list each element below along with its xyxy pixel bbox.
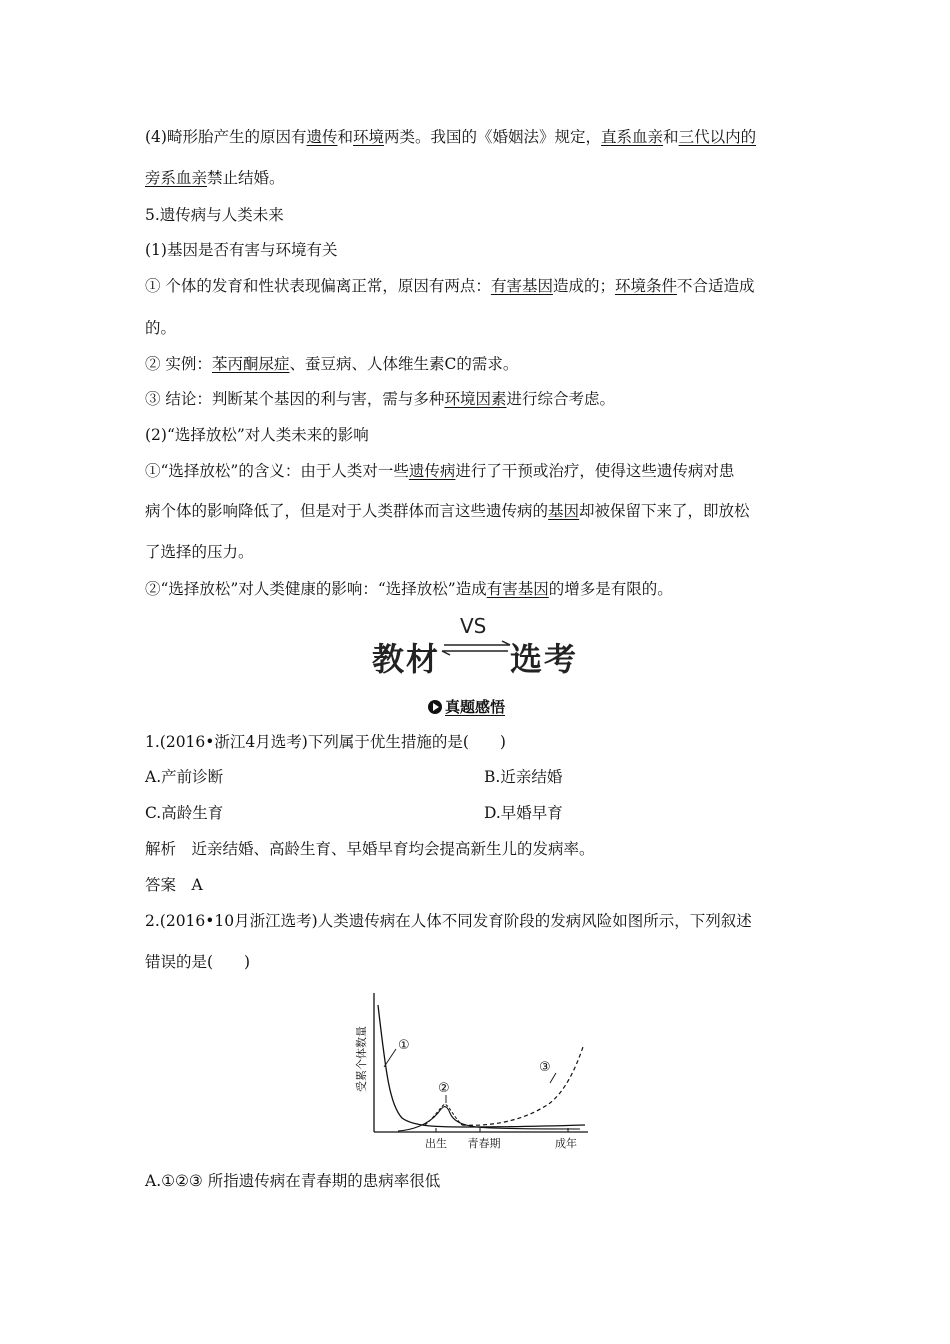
curve-1 bbox=[378, 1005, 585, 1127]
question-1-answer: 答案 A bbox=[145, 876, 203, 894]
underlined-term: 环境因素 bbox=[444, 390, 507, 408]
subsection-1-title: (1)基因是否有害与环境有关 bbox=[145, 241, 338, 259]
disease-risk-figure bbox=[350, 985, 600, 1155]
item-2: ② 实例：苯丙酮尿症、蚕豆病、人体维生素C的需求。 bbox=[145, 355, 519, 373]
section-title: 真题感悟 bbox=[428, 696, 505, 717]
question-1-option-b: B.近亲结婚 bbox=[484, 768, 563, 786]
item-4-line-3: 了选择的压力。 bbox=[145, 543, 254, 561]
item-3: ③ 结论：判断某个基因的利与害，需与多种环境因素进行综合考虑。 bbox=[145, 390, 615, 408]
underlined-term: 三代以内的 bbox=[678, 128, 757, 146]
underlined-term: 苯丙酮尿症 bbox=[211, 355, 290, 373]
x-tick-puberty: 青春期 bbox=[467, 1137, 501, 1150]
underlined-term: 环境 bbox=[353, 128, 385, 146]
underlined-term: 有害基因 bbox=[486, 580, 549, 598]
underlined-term: 旁系血亲 bbox=[145, 169, 208, 187]
underlined-term: 直系血亲 bbox=[601, 128, 664, 146]
curve-label-2: ② bbox=[438, 1081, 450, 1096]
item-4-line-2: 病个体的影响降低了，但是对于人类群体而言这些遗传病的基因却被保留下来了，即放松 bbox=[145, 502, 750, 520]
underlined-term: 遗传病 bbox=[408, 462, 456, 480]
curve-label-1: ① bbox=[398, 1038, 410, 1053]
curve-3 bbox=[462, 1047, 583, 1125]
item-4-line-1: ①“选择放松”的含义：由于人类对一些遗传病进行了干预或治疗，使得这些遗传病对患 bbox=[145, 462, 735, 480]
question-1-stem: 1.(2016•浙江4月选考)下列属于优生措施的是( ) bbox=[145, 733, 506, 751]
x-tick-adult: 成年 bbox=[555, 1137, 577, 1150]
subsection-2-title: (2)“选择放松”对人类未来的影响 bbox=[145, 426, 369, 444]
x-tick-birth: 出生 bbox=[425, 1137, 447, 1150]
y-axis-label: 受累个体数量 bbox=[355, 1026, 368, 1092]
banner-vs-text: VS bbox=[460, 614, 487, 638]
underlined-term: 有害基因 bbox=[490, 277, 553, 295]
item-5: ②“选择放松”对人类健康的影响：“选择放松”造成有害基因的增多是有限的。 bbox=[145, 580, 673, 598]
underlined-term: 环境条件 bbox=[614, 277, 677, 295]
question-1-option-d: D.早婚早育 bbox=[484, 804, 563, 822]
underlined-term: 遗传 bbox=[306, 128, 338, 146]
item-1-line-1: ① 个体的发育和性状表现偏离正常，原因有两点：有害基因造成的；环境条件不合适造成 bbox=[145, 277, 755, 295]
double-arrow-icon bbox=[440, 640, 512, 656]
banner-left-text: 教材 bbox=[372, 640, 441, 678]
paragraph-4-line-1: (4)畸形胎产生的原因有遗传和环境两类。我国的《婚姻法》规定，直系血亲和三代以内的 bbox=[145, 128, 757, 146]
curve-label-3: ③ bbox=[539, 1060, 551, 1075]
play-circle-icon bbox=[428, 700, 442, 714]
textbook-vs-exam-banner bbox=[370, 612, 580, 678]
section-5-title: 5.遗传病与人类未来 bbox=[145, 206, 284, 224]
banner-right-text: 选考 bbox=[510, 640, 579, 678]
question-2-stem-line-1: 2.(2016•10月浙江选考)人类遗传病在人体不同发育阶段的发病风险如图所示，下列叙述 bbox=[145, 912, 752, 930]
question-1-option-c: C.高龄生育 bbox=[145, 804, 224, 822]
paragraph-4-line-2: 旁系血亲禁止结婚。 bbox=[145, 169, 285, 187]
question-1-option-a: A.产前诊断 bbox=[145, 768, 224, 786]
question-1-analysis: 解析 近亲结婚、高龄生育、早婚早育均会提高新生儿的发病率。 bbox=[145, 840, 595, 858]
question-2-option-a: A.①②③ 所指遗传病在青春期的患病率很低 bbox=[145, 1172, 441, 1190]
item-1-line-2: 的。 bbox=[145, 319, 177, 337]
underlined-term: 基因 bbox=[548, 502, 580, 520]
question-2-stem-line-2: 错误的是( ) bbox=[145, 953, 251, 971]
